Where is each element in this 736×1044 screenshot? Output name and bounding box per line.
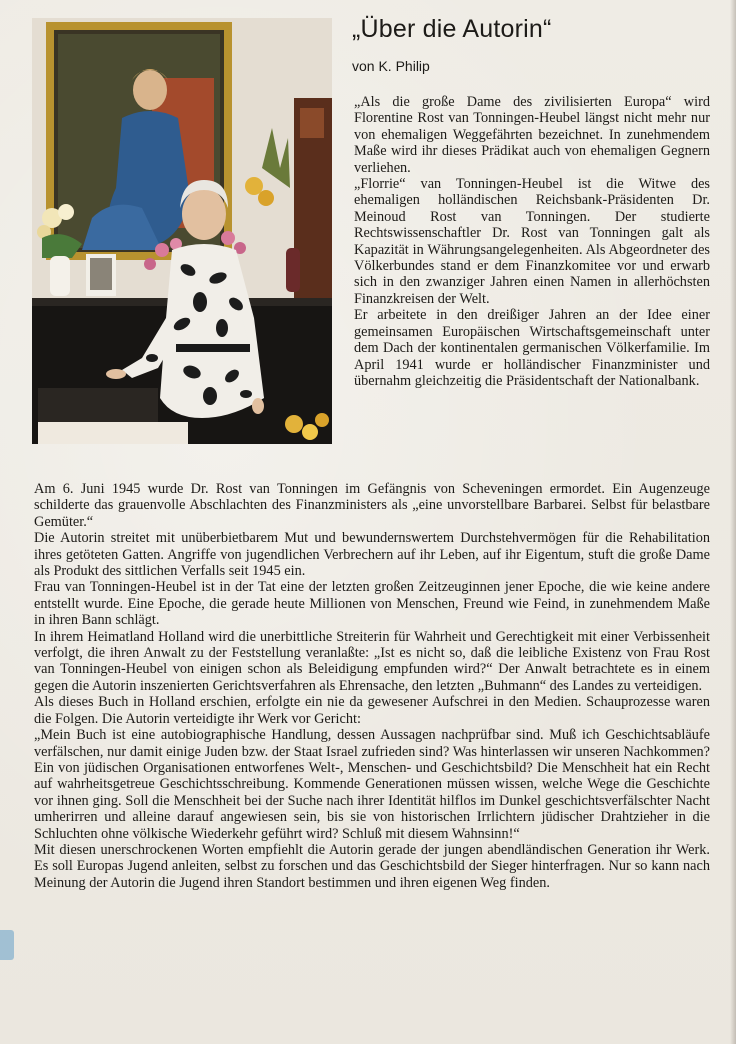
paragraph: In ihrem Heimatland Holland wird die unerbittliche Streiterin für Wahrheit und Gerechtigkeit mit einer Verbissenheit verfolgt, die ihren Anwalt zu der Feststellung veranlaßte: „Ist es nicht so, daß die leibliche Existenz von Frau Rost van Tonningen-Heubel von einigen schon als Beleidigung empfunden wird?“ Der Anwalt betrachtete es in einem gegen die Autorin inszenierten Gerichtsverfahren als Ehrensache, den letzten „Buhmann“ des Landes zu verteidigen. bbox=[34, 628, 710, 694]
paragraph: Die Autorin streitet mit unüberbietbarem Mut und bewundernswertem Durchstehvermögen für die Rehabilitation ihres getöteten Gatten. Angriffe von jugendlichen Verbrechern auf ihr Leben, auf ihr Eigentum, stuft die große Dame als Produkt des sittlichen Verfalls seit 1945 ein. bbox=[34, 530, 710, 580]
page-title: „Über die Autorin“ bbox=[352, 15, 552, 43]
full-width-text-column bbox=[34, 481, 710, 891]
author-photo bbox=[32, 18, 332, 444]
blue-stain-mark bbox=[0, 930, 14, 960]
right-text-column bbox=[354, 94, 710, 389]
paragraph: „Florrie“ van Tonningen-Heubel ist die Witwe des ehemaligen holländischen Reichsbank-Präsidenten Dr. Meinoud Rost van Tonningen. Der studierte Rechtswissenschaftler Dr. Rost van Tonningen galt als Kapazität in Währungsangelegenheiten. Als Abgeordneter des Völkerbundes stand er dem Finanzkomitee vor und erwarb sich in den zwanziger Jahren einen Namen in allerhöchsten Finanzkreisen der Welt. bbox=[354, 176, 710, 307]
paragraph: „Als die große Dame des zivilisierten Europa“ wird Florentine Rost van Tonningen-Heubel längst nicht mehr nur von ehemaligen Weggefährten bezeichnet. In zunehmendem Maße wird ihr dieses Prädikat auch von ehemaligen Gegnern verliehen. bbox=[354, 94, 710, 176]
paragraph: Frau van Tonningen-Heubel ist in der Tat eine der letzten großen Zeitzeuginnen jener Epoche, die wie keine andere entstellt wurde. Eine Epoche, die gerade heute Millionen von Menschen, Freund wie Feind, in zunehmendem Maße in ihren Bann schlägt. bbox=[34, 579, 710, 629]
portrait-photo-icon bbox=[32, 18, 332, 444]
author-byline: von K. Philip bbox=[352, 58, 430, 74]
cover-edge-shadow bbox=[730, 0, 736, 1044]
paragraph: „Mein Buch ist eine autobiographische Handlung, dessen Aussagen nachprüfbar sind. Muß ich Geschichtsabläufe verfälschen, nur damit einige Juden bzw. der Staat Israel zufrieden sind? Was hinterlassen wir unseren Nachkommen? Ein von jüdischen Organisationen entworfenes Welt-, Menschen- und Geschichtsbild? Die Menschheit hat ein Recht auf wahrheitsgetreue Geschichtsschreibung. Kommende Generationen müssen wissen, welche Wege die Geschichte vor ihnen ging. Soll die Menschheit bei der Suche nach ihrer Identität hilflos im Dunkel geschichtsverfälschter Nacht umherirren und alleine darauf angewiesen sein, bis sie von historischen Irrlichtern jüdischer Drahtzieher in die Schluchten ohne völkische Wiederkehr geführt wird? Schluß mit diesem Wahnsinn!“ bbox=[34, 727, 710, 842]
paragraph: Als dieses Buch in Holland erschien, erfolgte ein nie da gewesener Aufschrei in den Medien. Schauprozesse waren die Folgen. Die Autorin verteidigte ihr Werk vor Gericht: bbox=[34, 694, 710, 727]
paragraph: Am 6. Juni 1945 wurde Dr. Rost van Tonningen im Gefängnis von Scheveningen ermordet. Ein Augenzeuge schilderte das grauenvolle Abschlachten des Finanzministers als „eine unvorstellbare Barbarei. Selbst für belastbare Gemüter.“ bbox=[34, 481, 710, 530]
paragraph: Mit diesen unerschrockenen Worten empfiehlt die Autorin gerade der jungen abendländischen Generation ihr Werk. Es soll Europas Jugend anleiten, selbst zu forschen und das Geschichtsbild der Sieger hinterfragen. Nur so kann nach Meinung der Autorin die Jugend ihren Standort bestimmen und ihren eigenen Weg finden. bbox=[34, 841, 710, 891]
paragraph: Er arbeitete in den dreißiger Jahren an der Idee einer gemeinsamen Europäischen Wirtschaftsgemeinschaft unter dem Dach der kontinentalen germanischen Völkerfamilie. Im April 1941 wurde er holländischer Finanzminister und übernahm gleichzeitig die Präsidentschaft der Nationalbank. bbox=[354, 307, 710, 389]
